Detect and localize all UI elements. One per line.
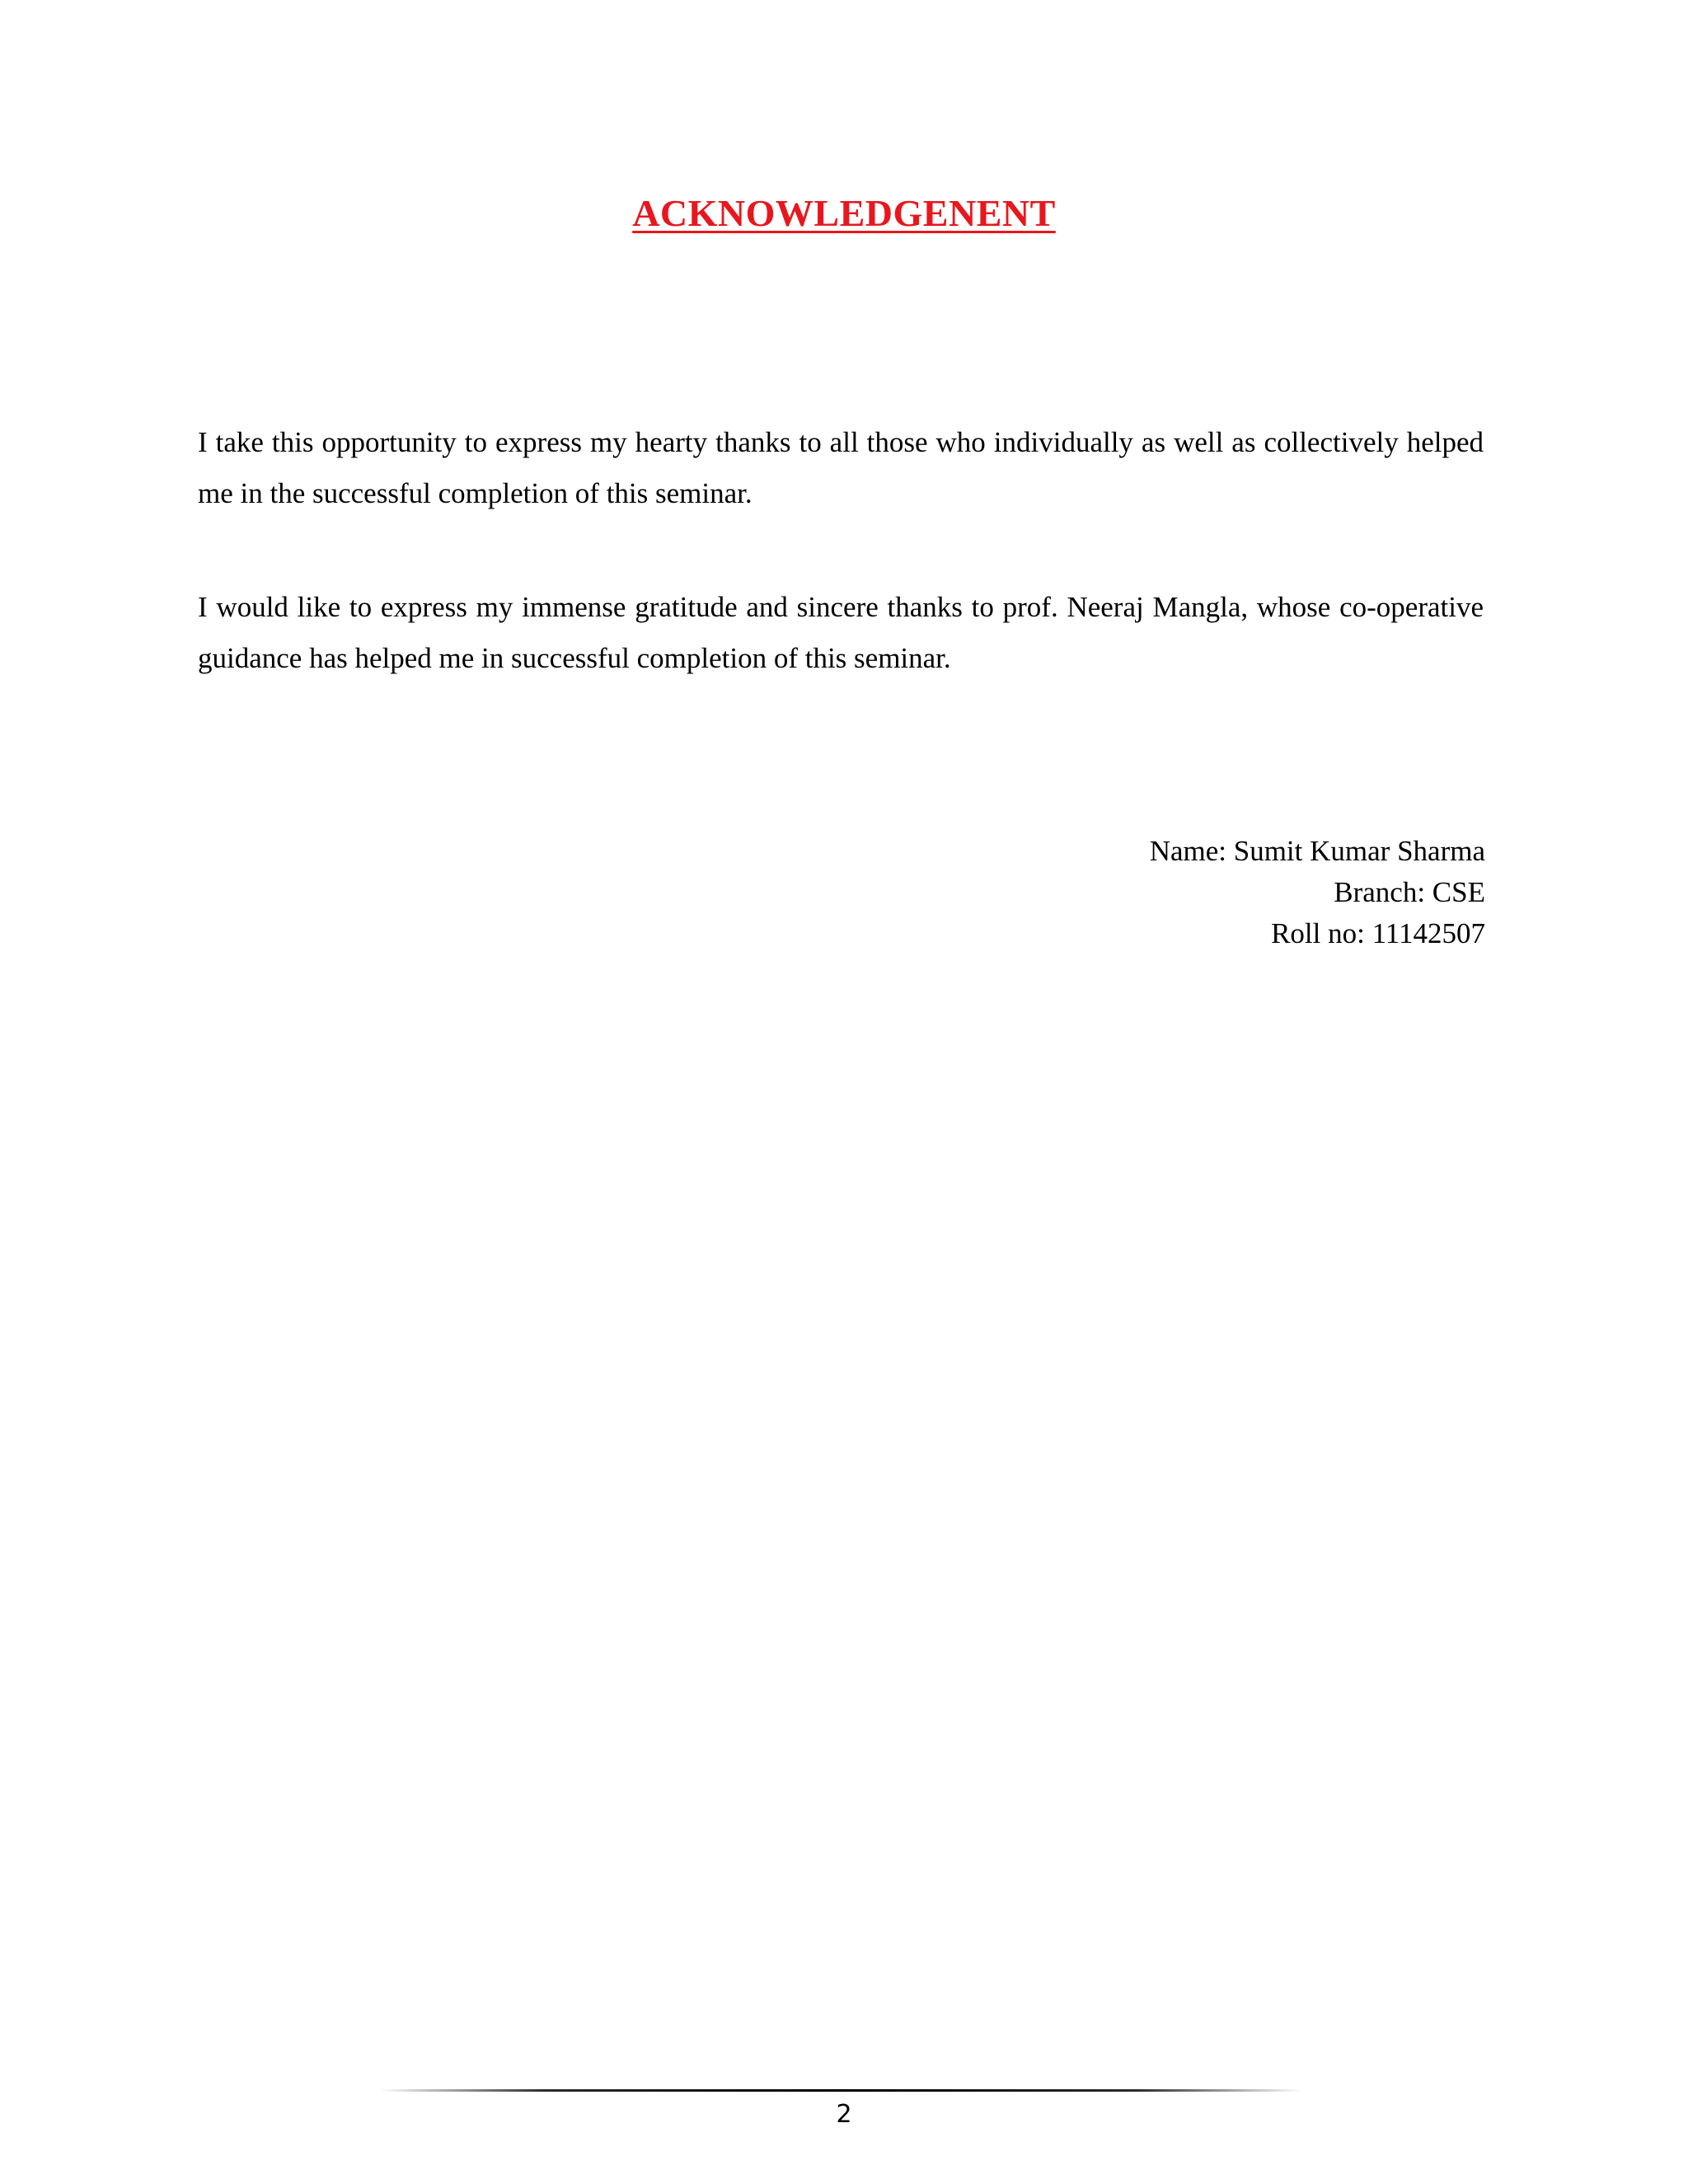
signature-branch: Branch: CSE — [1334, 876, 1485, 908]
signature-block — [1150, 831, 1485, 954]
page-title: ACKNOWLEDGENENT — [632, 192, 1056, 234]
footer-divider — [379, 2089, 1302, 2092]
paragraph-thanks: I take this opportunity to express my hearty thanks to all those who individually as well as collectively helped me in the successful completion of this seminar. — [198, 426, 1484, 509]
page-number: 2 — [836, 2100, 852, 2129]
signature-roll-no: Roll no: 11142507 — [1271, 917, 1485, 949]
paragraph-gratitude: I would like to express my immense gratitude and sincere thanks to prof. Neeraj Mangla, whose co-operative guidance has helped me in successful completion of this seminar. — [198, 591, 1484, 674]
signature-name: Name: Sumit Kumar Sharma — [1149, 835, 1485, 867]
